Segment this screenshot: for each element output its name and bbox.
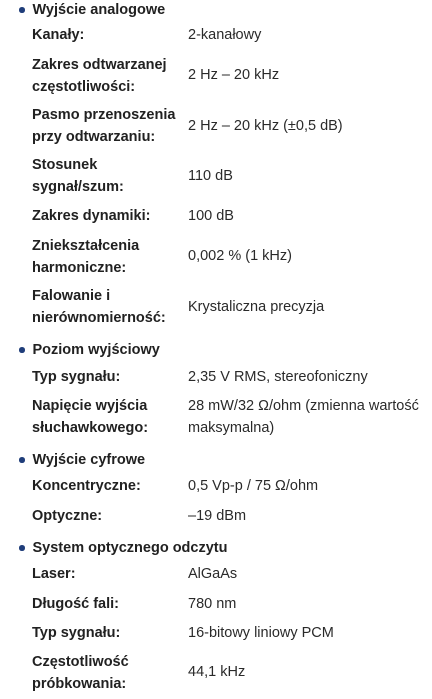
bullet-icon (19, 7, 25, 13)
bullet-icon (19, 347, 25, 353)
spec-value: –19 dBm (188, 508, 247, 524)
section-title: Wyjście analogowe (32, 2, 166, 18)
spec-value: 2 Hz – 20 kHz (±0,5 dB) (188, 118, 343, 134)
spec-value: Krystaliczna precyzja (188, 299, 325, 315)
section-title: System optycznego odczytu (32, 540, 228, 556)
section-heading-output-level (0, 339, 160, 361)
bullet-icon (19, 545, 25, 551)
spec-label: Optyczne: (32, 508, 103, 524)
spec-value: 44,1 kHz (188, 664, 246, 680)
spec-value: AlGaAs (188, 566, 238, 582)
spec-label: Częstotliwość próbkowania: (32, 654, 129, 692)
spec-label: Kanały: (32, 27, 85, 43)
spec-label: Pasmo przenoszenia przy odtwarzaniu: (32, 107, 176, 145)
spec-value: 110 dB (188, 168, 233, 184)
section-title: Wyjście cyfrowe (32, 452, 146, 468)
spec-value: 100 dB (188, 208, 234, 224)
section-title: Poziom wyjściowy (32, 342, 160, 358)
spec-label: Falowanie i nierównomierność: (32, 288, 166, 326)
spec-label: Napięcie wyjścia słuchawkowego: (32, 398, 149, 436)
spec-label: Długość fali: (32, 596, 120, 612)
spec-label: Typ sygnału: (32, 625, 121, 641)
spec-label: Stosunek sygnał/szum: (32, 157, 124, 195)
bullet-icon (19, 457, 25, 463)
spec-value: 2 Hz – 20 kHz (188, 67, 280, 83)
spec-label: Typ sygnału: (32, 369, 121, 385)
spec-value: 0,002 % (1 kHz) (188, 248, 292, 264)
spec-value: 16-bitowy liniowy PCM (188, 625, 334, 641)
spec-label: Zakres dynamiki: (32, 208, 151, 224)
spec-value: 0,5 Vp-p / 75 Ω/ohm (188, 478, 319, 494)
section-heading-optical-system (0, 537, 227, 559)
spec-label: Laser: (32, 566, 76, 582)
section-heading-digital-output (0, 449, 145, 471)
spec-value: 2-kanałowy (188, 27, 262, 43)
spec-value: 780 nm (188, 596, 237, 612)
spec-value: 2,35 V RMS, stereofoniczny (188, 369, 368, 385)
spec-label: Zakres odtwarzanej częstotliwości: (32, 57, 167, 95)
section-heading-analog-output (0, 0, 165, 21)
spec-value: 28 mW/32 Ω/ohm (zmienna wartość maksymalna) (188, 398, 419, 436)
spec-label: Zniekształcenia harmoniczne: (32, 238, 140, 276)
spec-label: Koncentryczne: (32, 478, 141, 494)
